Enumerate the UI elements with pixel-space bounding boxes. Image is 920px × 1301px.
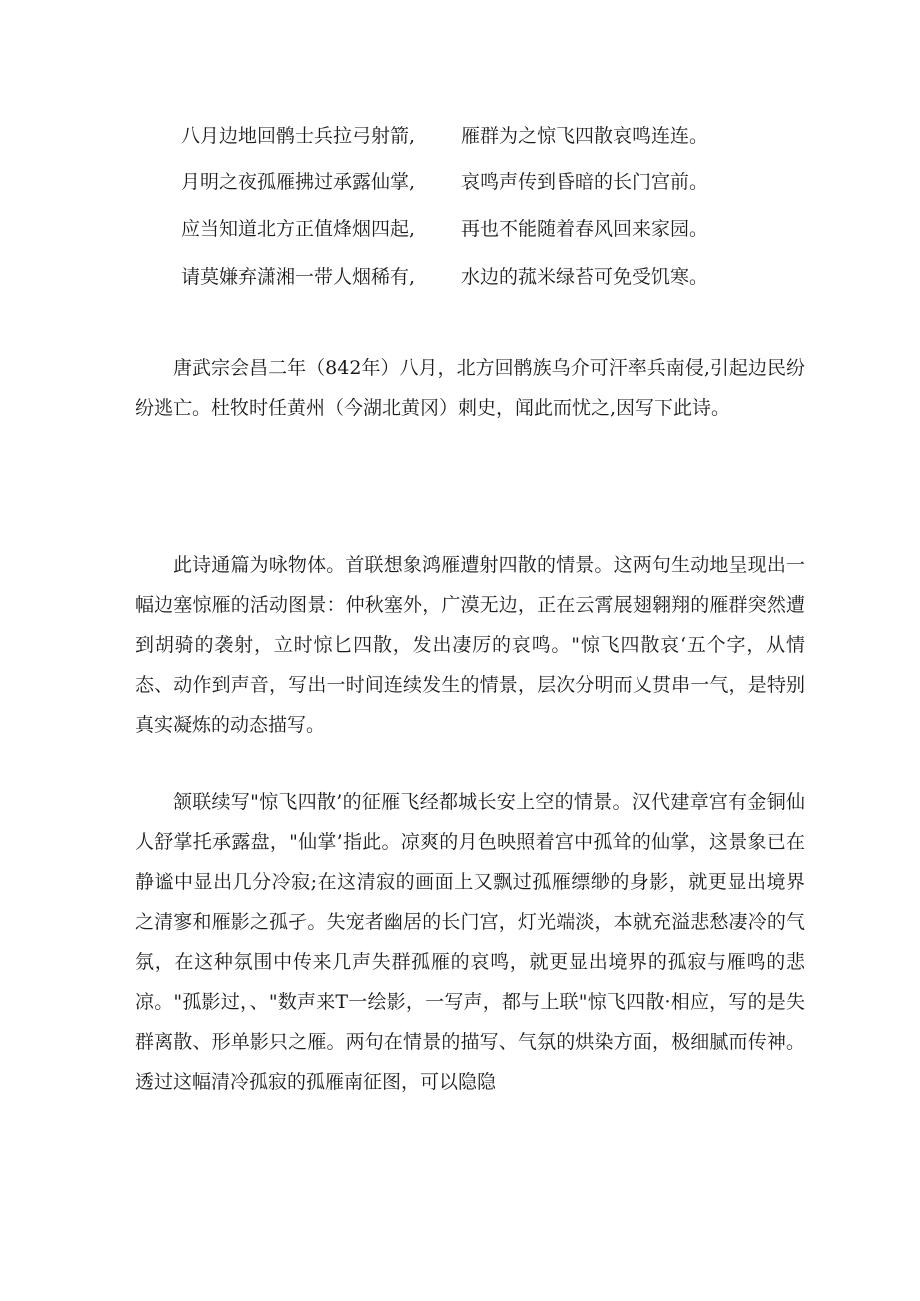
poem-line-1-left: 八月边地回鹘士兵拉弓射箭,: [181, 125, 416, 147]
poem-line-2: [0, 167, 920, 197]
poem-line-1: [0, 121, 920, 151]
poem-line-2-left: 月明之夜孤雁拂过承露仙掌,: [181, 171, 416, 193]
poem-line-3: [0, 214, 920, 244]
poem-line-1-right: 雁群为之惊飞四散哀鸣连连。: [461, 125, 709, 147]
poem-line-4-right: 水边的菰米绿苔可免受饥寒。: [461, 266, 709, 288]
poem-line-3-right: 再也不能随着春风回来家园。: [461, 218, 709, 240]
analysis-paragraph-1: 此诗通篇为咏物体。首联想象鸿雁遭射四散的情景。这两句生动地呈现出一幅边塞惊雁的活动图景：仲秋塞外，广漠无边，正在云霄展翅翱翔的雁群突然遭到胡骑的袭射，立时惊匕四散，发出凄厉的哀鸣。"惊飞四散哀‘五个字，从情态、动作到声音，写出一时间连续发生的情景，层次分明而乂贯串一气，是特别真实凝炼的动态描写。: [135, 554, 805, 736]
poem-line-4-left: 请莫嫌弃潇湘一带人烟稀有,: [181, 266, 416, 288]
poem-line-2-right: 哀鸣声传到昏暗的长门宫前。: [461, 171, 709, 193]
background-paragraph: 唐武宗会昌二年（842年）八月，北方回鹘族乌介可汗率兵南侵,引起边民纷纷逃亡。杜牧时任黄州（今湖北黄冈）刺史，闻此而忧之,因写下此诗。: [135, 357, 805, 419]
poem-line-4: [0, 262, 920, 292]
analysis-paragraph-2: 颔联续写"惊飞四散’的征雁飞经都城长安上空的情景。汉代建章宫有金铜仙人舒掌托承露盘，"仙掌’指此。凉爽的月色映照着宫中孤耸的仙掌，这景象已在静谧中显出几分冷寂;在这清寂的画面上又飘过孤雁缥缈的身影，就更显出境界之清寥和雁影之孤孑。失宠者幽居的长门宫，灯光端淡，本就充溢悲愁凄冷的气氛，在这种氛围中传来几声失群孤雁的哀鸣，就更显出境界的孤寂与雁鸣的悲凉。"孤影过，、"数声来T一绘影，一写声，都与上联"惊飞四散·相应，写的是失群离散、形单影只之雁。两句在情景的描写、气氛的烘染方面，极细腻而传神。透过这幅清冷孤寂的孤雁南征图，可以隐隐: [135, 791, 805, 1093]
poem-line-3-left: 应当知道北方正值烽烟四起,: [181, 218, 416, 240]
